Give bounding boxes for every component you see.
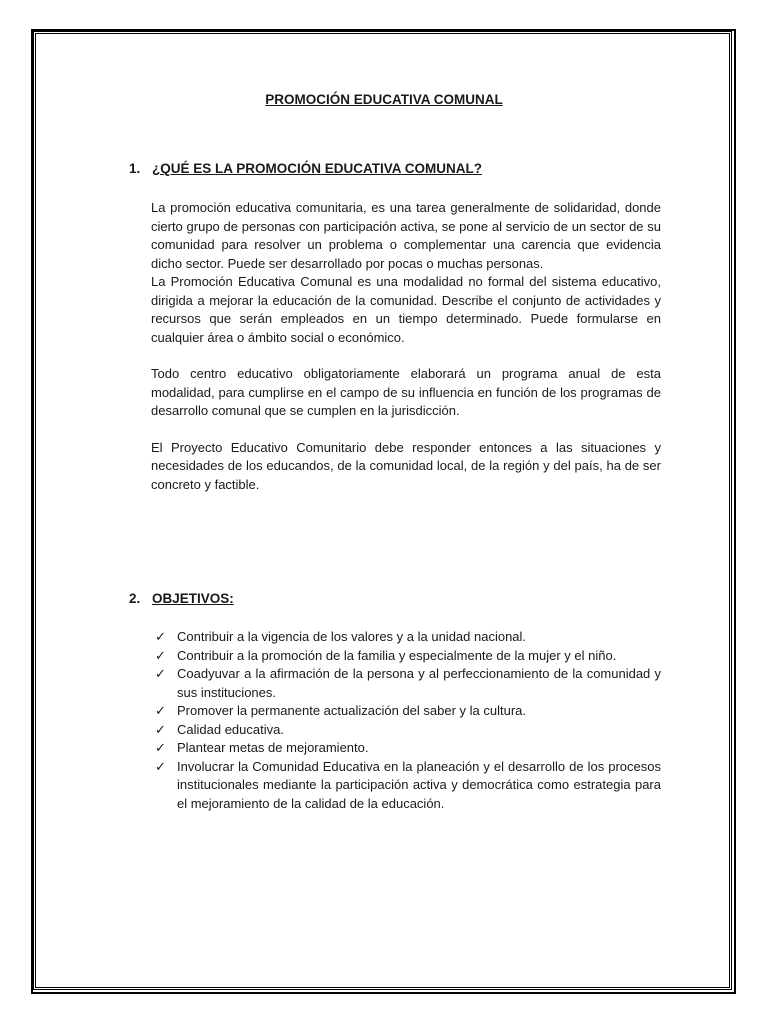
checkmark-icon: ✓ xyxy=(155,758,166,774)
objectives-list xyxy=(155,628,661,813)
section-1-number: 1. xyxy=(129,161,141,176)
checkmark-icon: ✓ xyxy=(155,721,166,737)
list-item: ✓ Contribuir a la promoción de la familia y especialmente de la mujer y el niño. xyxy=(155,647,661,666)
paragraph-3: Todo centro educativo obligatoriamente elaborará un programa anual de esta modalidad, para cumplirse en el campo de su influencia en función de los programas de desarrollo comunal que se cumplen en la jurisdicción. xyxy=(151,366,661,418)
checkmark-icon: ✓ xyxy=(155,740,166,755)
section-2-number: 2. xyxy=(129,591,141,606)
list-item: ✓ Plantear metas de mejoramiento. xyxy=(155,739,661,758)
section-1-body xyxy=(151,199,661,494)
list-item: ✓ Involucrar la Comunidad Educativa en la planeación y el desarrollo de los procesos institucionales mediante la participación activa y democrática como estrategia para el mejoramiento de la calidad de la educación. xyxy=(155,758,661,811)
list-item: ✓ Contribuir a la vigencia de los valores y a la unidad nacional. xyxy=(155,628,661,647)
checkmark-icon: ✓ xyxy=(155,647,166,663)
checkmark-icon: ✓ xyxy=(155,629,166,644)
paragraph-2: La Promoción Educativa Comunal es una modalidad no formal del sistema educativo, dirigida a mejorar la educación de la comunidad. Describe el conjunto de actividades y recursos que serán empleados en un tiempo determinado. Puede formularse en cualquier área o ámbito social o económico. xyxy=(151,274,661,345)
section-1-heading xyxy=(129,161,482,176)
section-1-title: ¿QUÉ ES LA PROMOCIÓN EDUCATIVA COMUNAL? xyxy=(152,161,482,176)
list-item: ✓ Promover la permanente actualización del saber y la cultura. xyxy=(155,702,661,721)
checkmark-icon: ✓ xyxy=(155,703,166,718)
paragraph-4: El Proyecto Educativo Comunitario debe responder entonces a las situaciones y necesidades de los educandos, de la comunidad local, de la región y del país, ha de ser concreto y factible. xyxy=(151,439,661,492)
list-item: ✓ Coadyuvar a la afirmación de la persona y al perfeccionamiento de la comunidad y sus instituciones. xyxy=(155,666,661,700)
checkmark-icon: ✓ xyxy=(155,666,166,681)
section-2-title: OBJETIVOS: xyxy=(152,591,234,606)
list-item: ✓ Calidad educativa. xyxy=(155,721,661,740)
paragraph-1: La promoción educativa comunitaria, es una tarea generalmente de solidaridad, donde cierto grupo de personas con participación activa, se pone al servicio de un sector de su comunidad para resolver un problema o complementar una carencia que evidencia dicho sector. Puede ser desarrollado por pocas o muchas personas. xyxy=(151,200,661,271)
section-2-heading xyxy=(129,591,234,606)
document-title: PROMOCIÓN EDUCATIVA COMUNAL xyxy=(265,92,503,107)
